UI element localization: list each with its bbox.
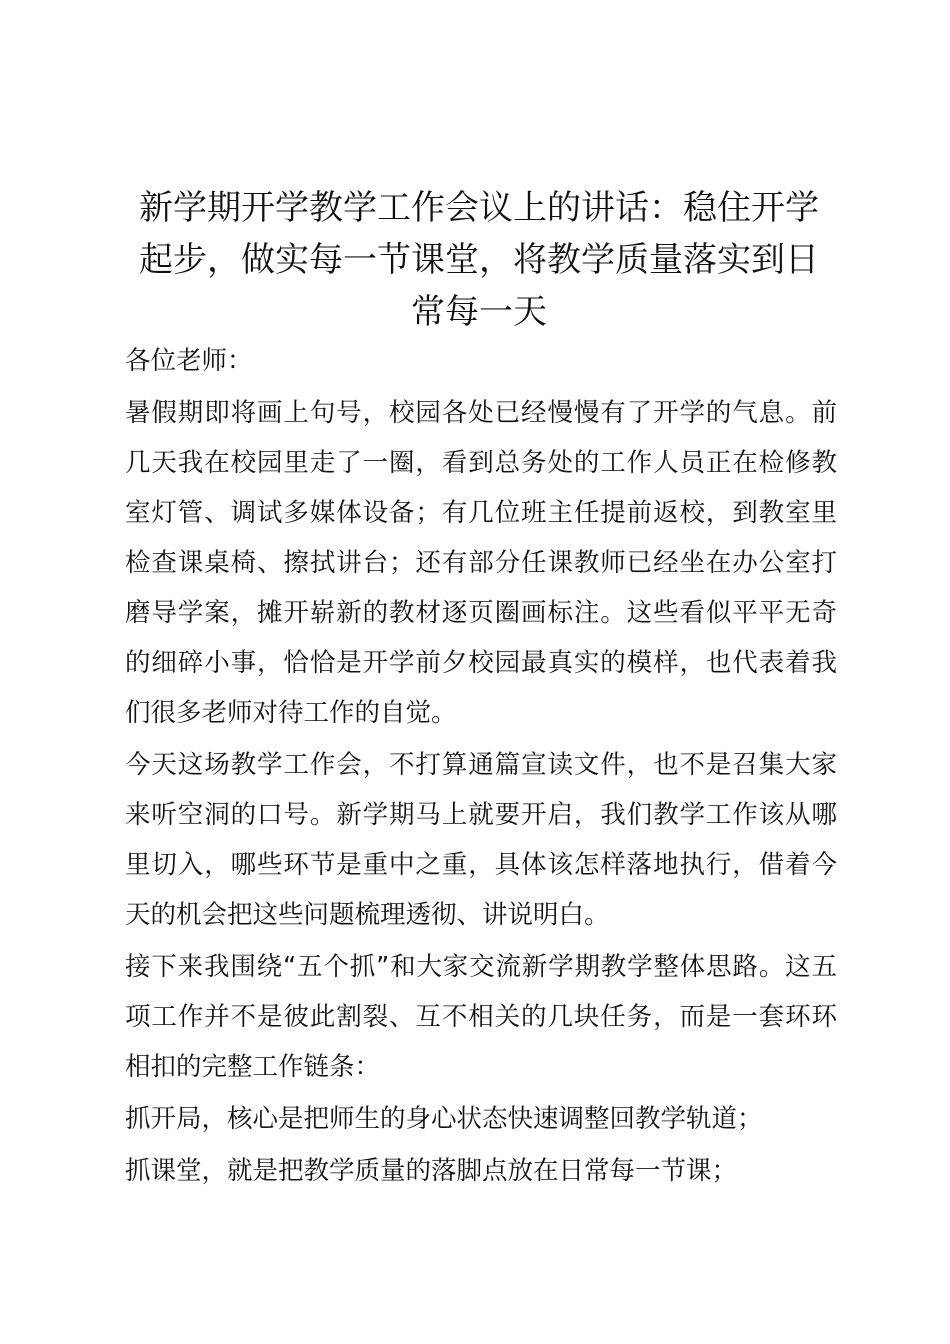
paragraph-2: 今天这场教学工作会，不打算通篇宣读文件，也不是召集大家来听空洞的口号。新学期马上就要开启，我们教学工作该从哪里切入，哪些环节是重中之重，具体该怎样落地执行，借着今天的机会把这些问题梳理透彻、讲说明白。 [125,750,837,930]
document-title: 新学期开学教学工作会议上的讲话：稳住开学起步，做实每一节课堂，将教学质量落实到日常每一天 [139,188,819,332]
document-body [125,336,837,1198]
paragraph-1: 暑假期即将画上句号，校园各处已经慢慢有了开学的气息。前几天我在校园里走了一圈，看到总务处的工作人员正在检修教室灯管、调试多媒体设备；有几位班主任提前返校，到教室里检查课桌椅、擦拭讲台；还有部分任课教师已经坐在办公室打磨导学案，摊开崭新的教材逐页圈画标注。这些看似平平无奇的细碎小事，恰恰是开学前夕校园最真实的模样，也代表着我们很多老师对待工作的自觉。 [125,398,837,728]
paragraph-3: 接下来我围绕“五个抓”和大家交流新学期教学整体思路。这五项工作并不是彼此割裂、互不相关的几块任务，而是一套环环相扣的完整工作链条： [125,952,837,1082]
paragraph-4: 抓开局，核心是把师生的身心状态快速调整回教学轨道； [125,1104,763,1134]
paragraph-5: 抓课堂，就是把教学质量的落脚点放在日常每一节课； [125,1156,738,1186]
salutation: 各位老师： [125,346,253,376]
